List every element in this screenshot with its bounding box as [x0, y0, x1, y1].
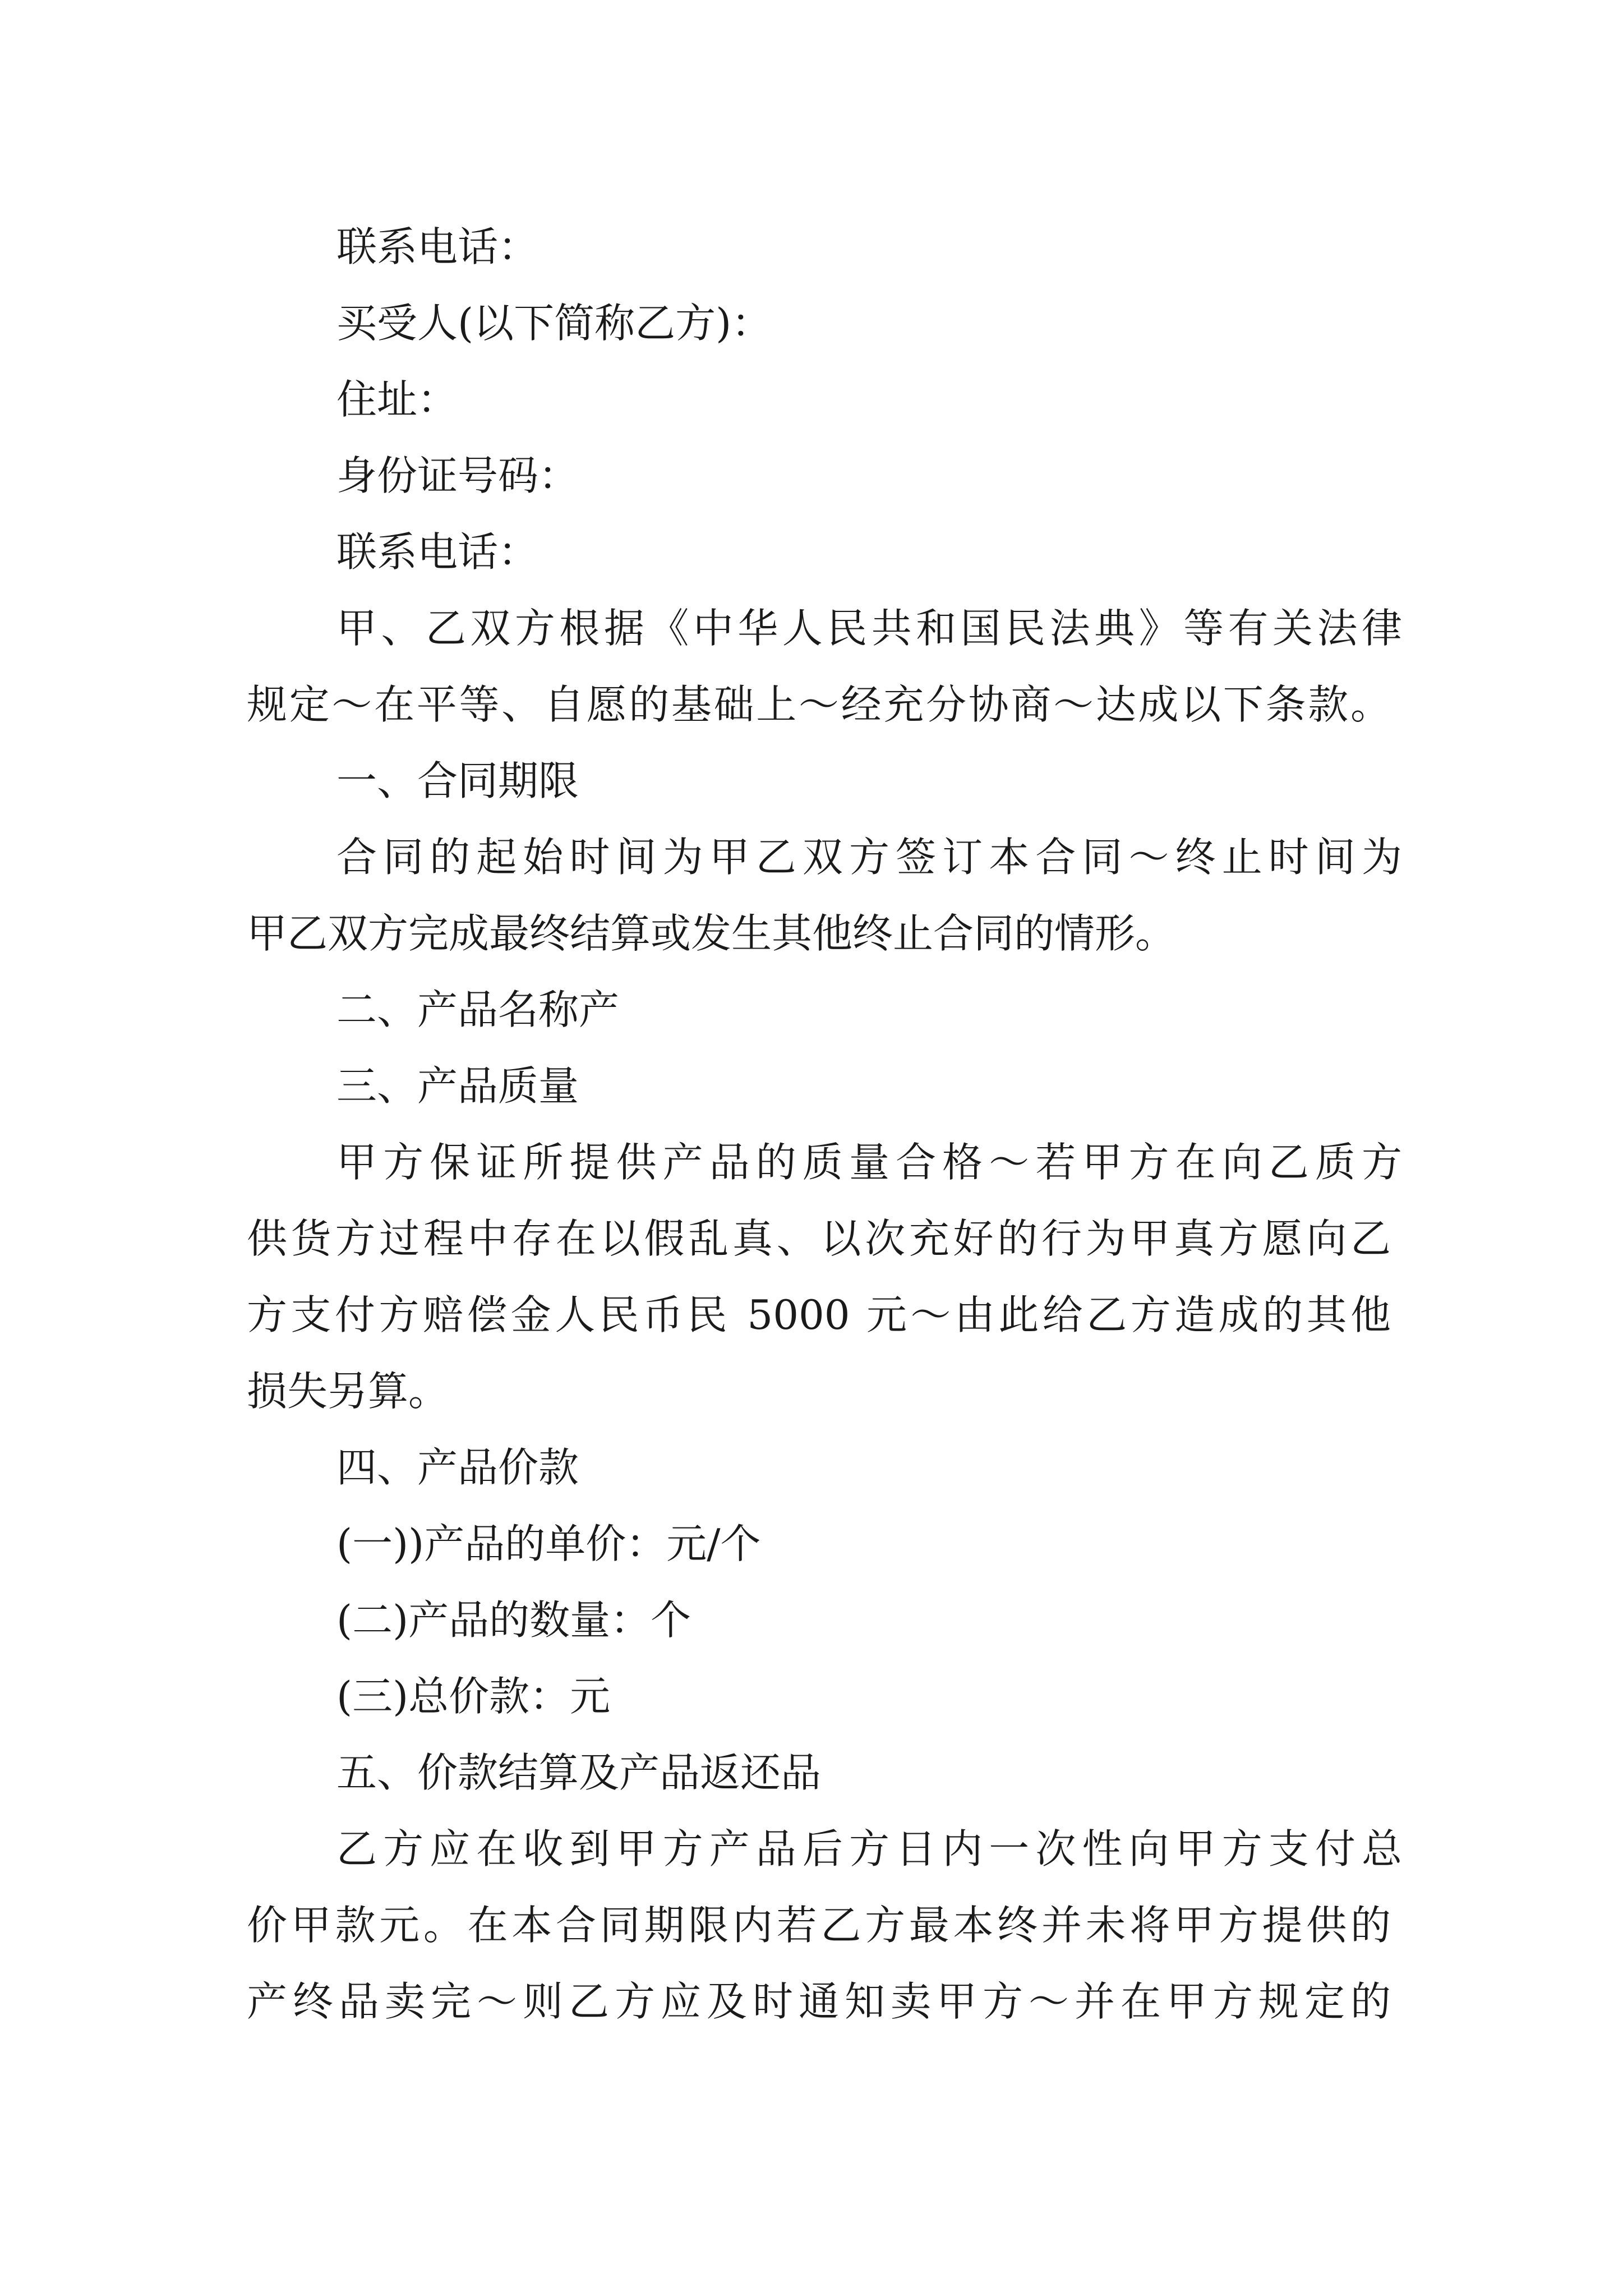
phone-label: 联系电话：: [336, 528, 539, 576]
settlement-line-2: 价甲款元。在本合同期限内若乙方最本终并未将甲方提供的: [247, 1902, 1391, 1949]
contract-term-line-2: 甲乙双方完成最终结算或发生其他终止合同的情形。: [247, 910, 1176, 957]
price-item-total: (三)总价款：元: [336, 1673, 611, 1720]
quality-line-1: 甲方保证所提供产品的质量合格～若甲方在向乙质方: [336, 1139, 1402, 1186]
section-heading-settlement: 五、价款结算及产品返还品: [336, 1749, 822, 1796]
preamble-line-2: 规定～在平等、自愿的基础上～经充分协商～达成以下条款。: [247, 681, 1391, 728]
address-label: 住址：: [336, 376, 458, 423]
settlement-line-1: 乙方应在收到甲方产品后方日内一次性向甲方支付总: [336, 1825, 1402, 1872]
section-heading-product-quality: 三、产品质量: [336, 1062, 579, 1110]
quality-line-2: 供货方过程中存在以假乱真、以次充好的行为甲真方愿向乙: [247, 1215, 1391, 1262]
contract-term-line-1: 合同的起始时间为甲乙双方签订本合同～终止时间为: [336, 834, 1402, 881]
quality-line-3: 方支付方赔偿金人民币民 5000 元～由此给乙方造成的其他: [247, 1291, 1391, 1338]
section-heading-product-name: 二、产品名称产: [336, 986, 620, 1033]
buyer-label: 买受人(以下简称乙方)：: [336, 300, 772, 347]
price-item-unit-price: (一))产品的单价：元/个: [336, 1520, 761, 1567]
id-number-label: 身份证号码：: [336, 452, 579, 499]
settlement-line-3: 产终品卖完～则乙方应及时通知卖甲方～并在甲方规定的: [247, 1978, 1391, 2025]
section-heading-contract-term: 一、合同期限: [336, 757, 579, 804]
preamble-line-1: 甲、乙双方根据《中华人民共和国民法典》等有关法律: [336, 605, 1402, 652]
price-item-quantity: (二)产品的数量：个: [336, 1596, 691, 1644]
quality-line-4: 损失另算。: [247, 1368, 449, 1415]
section-heading-product-price: 四、产品价款: [336, 1444, 579, 1491]
buyer-phone-label-top: 联系电话：: [336, 223, 539, 270]
